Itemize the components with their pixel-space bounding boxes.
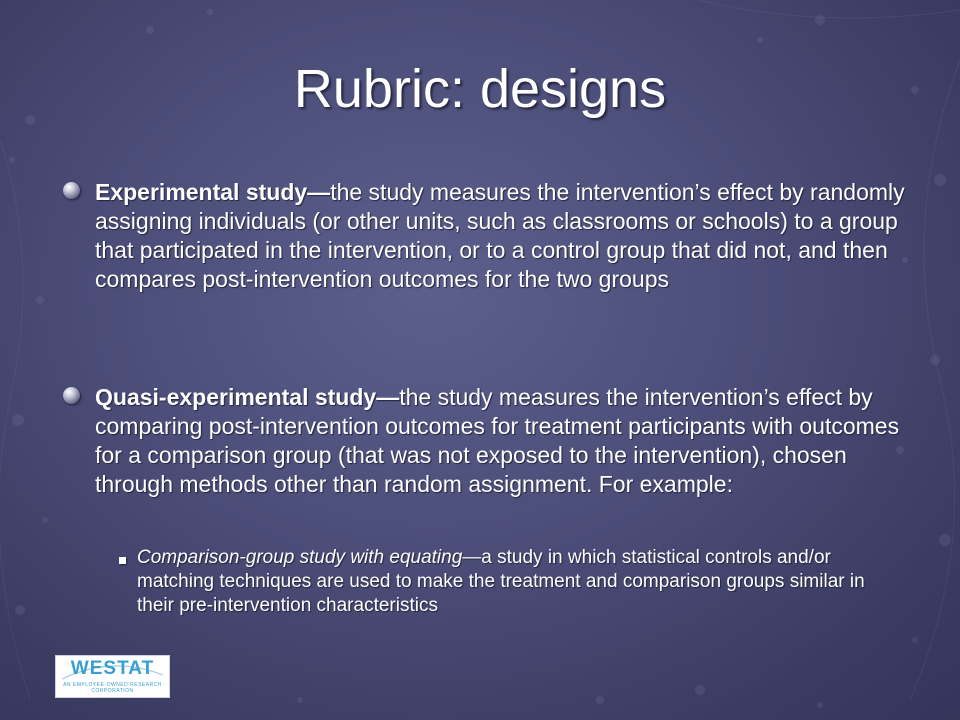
logo-wordmark: WESTAT <box>70 658 155 679</box>
bullet-experimental-study <box>95 178 905 294</box>
bullet-text: the study measures the intervention’s effect by randomly assigning individuals (or other units, such as classrooms or schools) to a group that participated in the intervention, or to a control group that did not, and then compares post-intervention outcomes for the two groups <box>95 179 905 292</box>
bullet-quasi-experimental-study <box>95 383 905 499</box>
slide-title: Rubric: designs <box>293 59 667 119</box>
sub-bullet-text: —a study in which statistical controls and/or matching techniques are used to make the treatment and comparison groups similar in their pre-intervention characteristics <box>137 547 865 616</box>
sub-bullet-comparison-group <box>137 546 897 618</box>
logo-tagline: AN EMPLOYEE-OWNED RESEARCH CORPORATION <box>63 682 162 694</box>
bullet-term: Experimental study— <box>95 179 331 205</box>
sub-bullet-term: Comparison-group study with equating <box>137 547 463 568</box>
bullet-icon <box>63 182 80 199</box>
bullet-text: the study measures the intervention’s effect by comparing post-intervention outcomes for treatment participants with outcomes for a comparison group (that was not exposed to the intervention), chosen through methods other than random assignment. For example: <box>95 384 900 497</box>
bullet-term: Quasi-experimental study— <box>95 384 400 410</box>
westat-logo <box>55 655 170 698</box>
sub-bullet-icon <box>119 557 126 564</box>
bullet-icon <box>63 387 80 404</box>
